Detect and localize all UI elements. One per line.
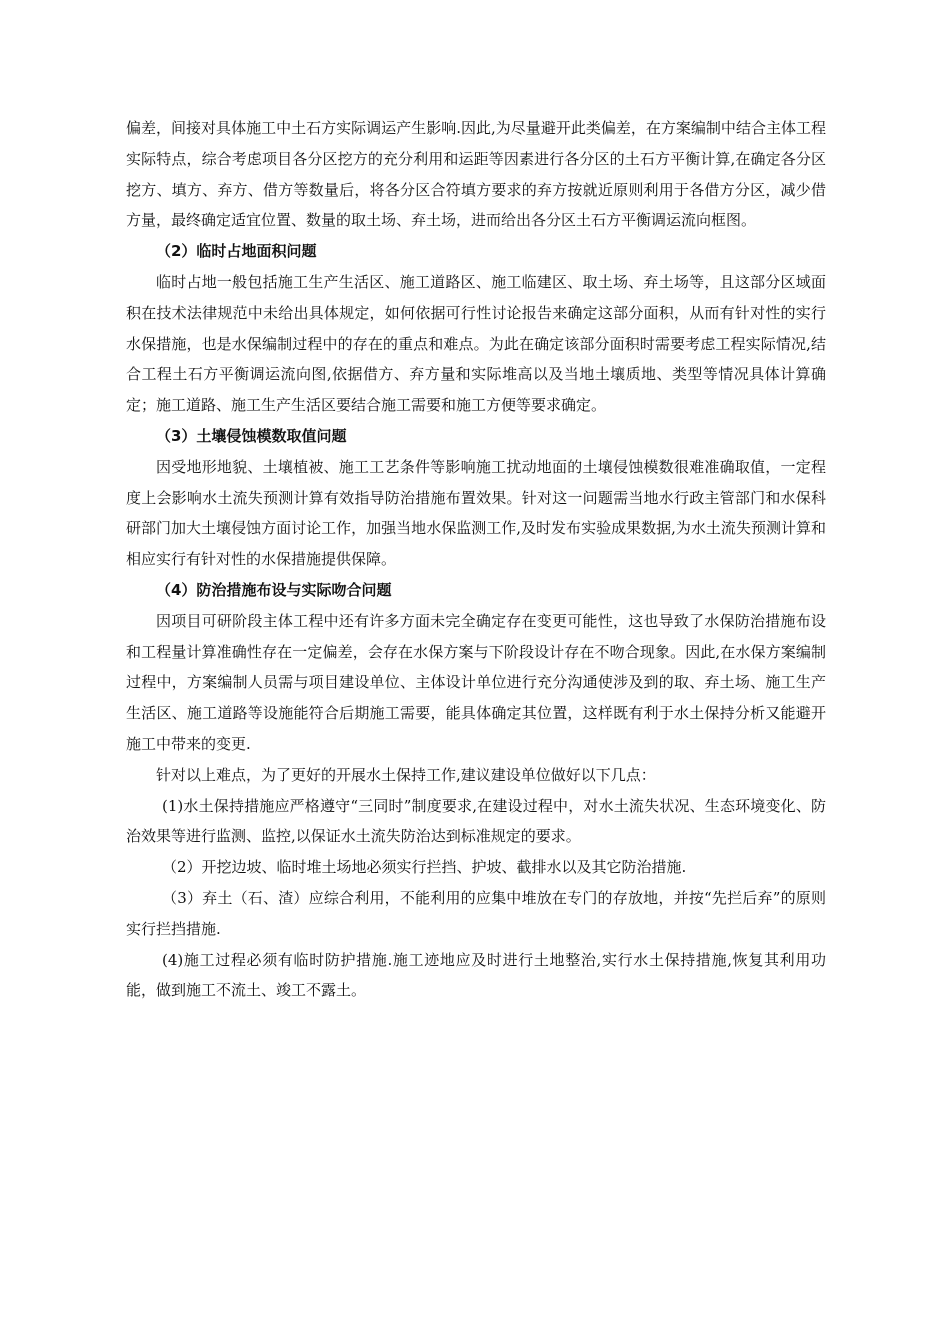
paragraph-temporary-land: 临时占地一般包括施工生产生活区、施工道路区、施工临建区、取土场、弃土场等，且这部分区域面积在技术法律规范中未给出具体规定，如何依据可行性讨论报告来确定这部分面积，从而有针对性的实行水保措施，也是水保编制过程中的存在的重点和难点。为此在确定该部分面积时需要考虑工程实际情况,结合工程土石方平衡调运流向图,依据借方、弃方量和实际堆高以及当地土壤质地、类型等情况具体计算确定；施工道路、施工生产生活区要结合施工需要和施工方便等要求确定。 <box>126 272 826 415</box>
document-body <box>126 113 826 1006</box>
recommendation-item-2: （2）开挖边坡、临时堆土场地必须实行拦挡、护坡、截排水以及其它防治措施. <box>162 858 687 877</box>
paragraph-earthwork-balance: 偏差，间接对具体施工中土石方实际调运产生影响.因此,为尽量避开此类偏差，在方案编制中结合主体工程实际特点，综合考虑项目各分区挖方的充分利用和运距等因素进行各分区的土石方平衡计算,在确定各分区挖方、填方、弃方、借方等数量后，将各分区合符填方要求的弃方按就近原则利用于各借方分区，减少借方量，最终确定适宜位置、数量的取土场、弃土场，进而给出各分区土石方平衡调运流向框图。 <box>126 119 826 230</box>
recommendation-item-1: (1)水土保持措施应严格遵守“三同时”制度要求,在建设过程中，对水土流失状况、生态环境变化、防治效果等进行监测、监控,以保证水土流失防治达到标准规定的要求。 <box>126 796 826 846</box>
heading-measures-layout: （4）防治措施布设与实际吻合问题 <box>156 580 392 599</box>
heading-erosion-modulus: （3）土壤侵蚀模数取值问题 <box>156 426 347 445</box>
paragraph-measures-layout: 因项目可研阶段主体工程中还有许多方面未完全确定存在变更可能性，这也导致了水保防治措施布设和工程量计算准确性存在一定偏差，会存在水保方案与下阶段设计存在不吻合现象。因此,在水保方案编制过程中，方案编制人员需与项目建设单位、主体设计单位进行充分沟通使涉及到的取、弃土场、施工生产生活区、施工道路等设施能符合后期施工需要，能具体确定其位置，这样既有利于水土保持分析又能避开施工中带来的变更. <box>126 611 826 753</box>
heading-temporary-land: （2）临时占地面积问题 <box>156 242 317 261</box>
recommendation-item-3: （3）弃土（石、渣）应综合利用，不能利用的应集中堆放在专门的存放地，并按“先拦后弃”的原则实行拦挡措施. <box>126 888 826 938</box>
paragraph-suggestions-intro: 针对以上难点，为了更好的开展水土保持工作,建议建设单位做好以下几点： <box>156 765 656 784</box>
recommendation-item-4: (4)施工过程必须有临时防护措施.施工迹地应及时进行土地整治,实行水土保持措施,恢复其利用功能，做到施工不流土、竣工不露土。 <box>126 950 826 1000</box>
paragraph-erosion-modulus: 因受地形地貌、土壤植被、施工工艺条件等影响施工扰动地面的土壤侵蚀模数很难准确取值，一定程度上会影响水土流失预测计算有效指导防治措施布置效果。针对这一问题需当地水行政主管部门和水保科研部门加大土壤侵蚀方面讨论工作，加强当地水保监测工作,及时发布实验成果数据,为水土流失预测计算和相应实行有针对性的水保措施提供保障。 <box>126 457 826 569</box>
